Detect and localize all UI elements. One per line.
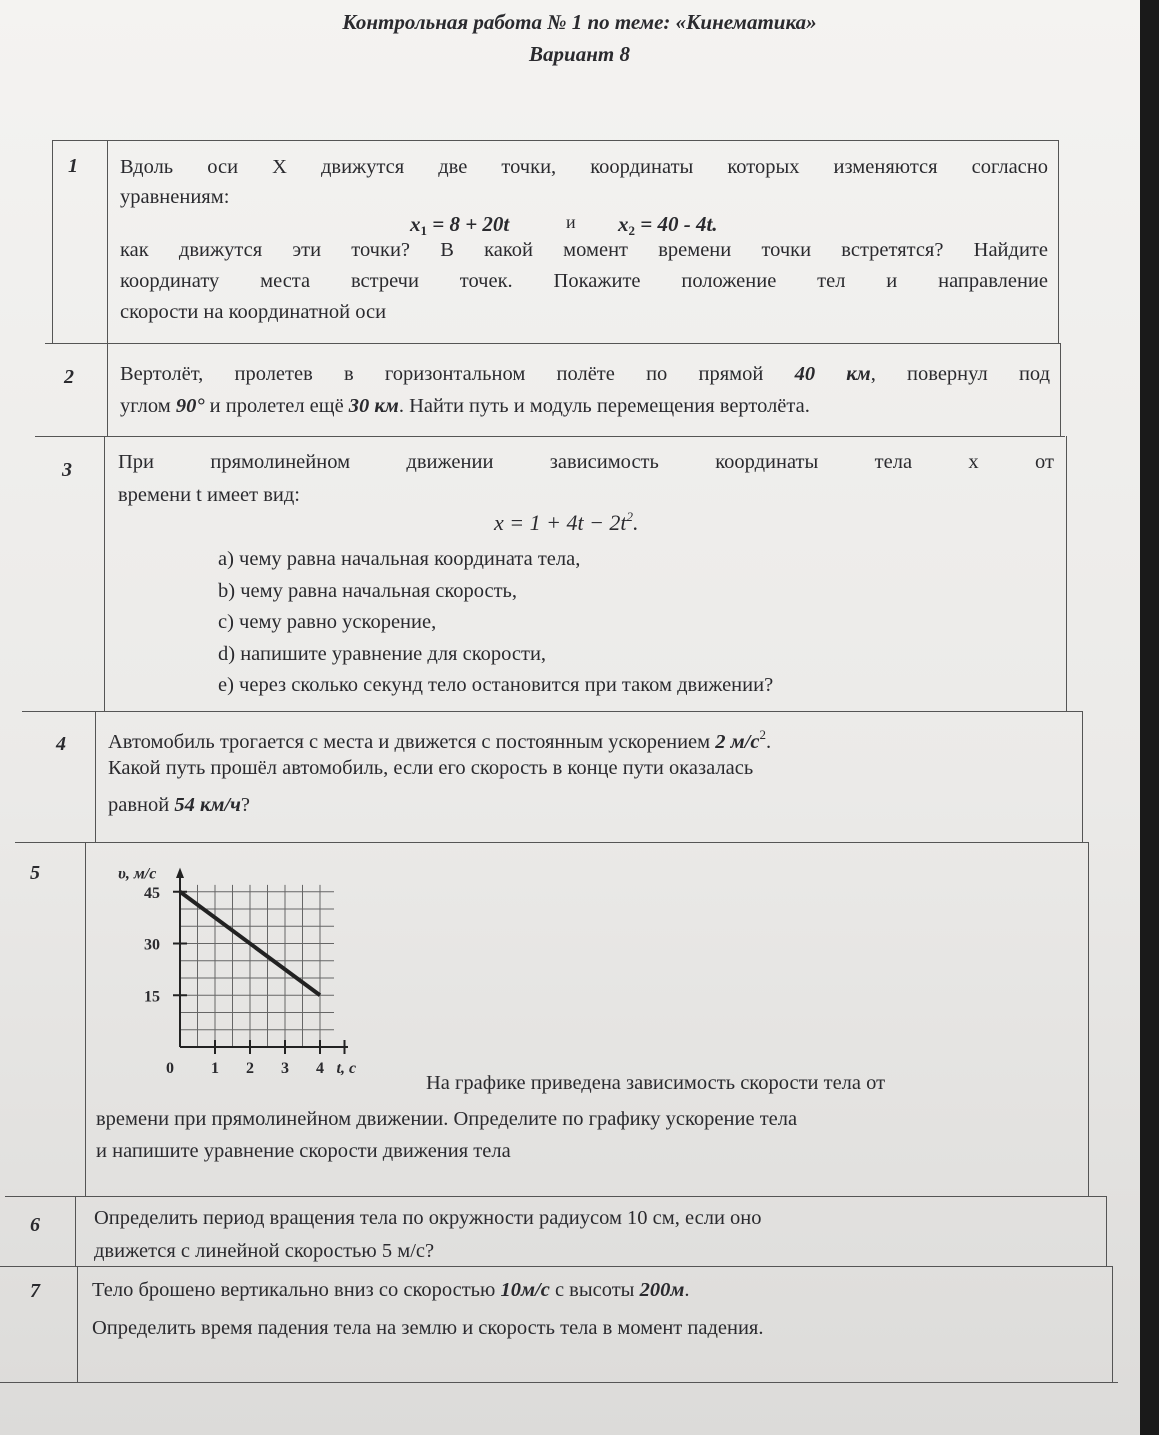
table-border-right [1066, 436, 1067, 711]
table-border-left [52, 140, 53, 343]
task5-text: времени при прямолинейном движении. Определите по графику ускорение тела [96, 1108, 798, 1130]
column-divider [75, 1196, 76, 1266]
task-number: 3 [62, 459, 72, 481]
task-number: 7 [30, 1280, 40, 1302]
y-tick-label: 30 [144, 936, 160, 954]
task4-text: равной 54 км/ч? [108, 794, 250, 816]
row-divider [0, 1266, 1112, 1267]
task3-formula: $x = 1 + 4t - 2t^2$. [494, 509, 639, 535]
task1-text: как движутся эти точки? В какой момент времени точки встретятся? Найдите [120, 239, 1048, 261]
table-border-right [1112, 1266, 1113, 1382]
task-number: 4 [56, 733, 66, 755]
task1-equation-and: и [566, 212, 576, 232]
y-axis-arrow [176, 868, 184, 878]
task1-equation-1: $x_1 = 8 + 20t$ [410, 212, 510, 238]
task1-equation-2: $x_2 = 40 - 4t$. [618, 212, 718, 238]
task1-text: скорости на координатной оси [120, 301, 387, 323]
column-divider [95, 711, 96, 842]
y-tick-label: 15 [144, 988, 160, 1006]
velocity-time-chart [110, 862, 410, 1098]
task3-subquestion: a) чему равна начальная координата тела, [218, 548, 581, 570]
task3-text: При прямолинейном движении зависимость координаты тела x от [118, 451, 1054, 473]
column-divider [85, 842, 86, 1196]
task-number: 1 [68, 155, 78, 177]
task4-text: Какой путь прошёл автомобиль, если его скорость в конце пути оказалась [108, 757, 754, 779]
chart-axes [176, 868, 348, 1047]
task-number: 2 [64, 366, 74, 388]
y-tick-label: 45 [144, 884, 160, 902]
column-divider [104, 436, 105, 711]
task-number: 6 [30, 1214, 40, 1236]
row-divider [45, 343, 1060, 344]
row-divider [15, 842, 1088, 843]
x-tick-label: 0 [166, 1060, 174, 1077]
x-tick-label: 1 [211, 1060, 219, 1077]
task7-text: Определить время падения тела на землю и скорость тела в момент падения. [92, 1317, 764, 1339]
x-axis-label: t, с [336, 1060, 357, 1077]
task3-subquestion: b) чему равна начальная скорость, [218, 579, 518, 602]
task1-text: координату места встречи точек. Покажите положение тел и направление [120, 270, 1048, 292]
x-tick-label: 2 [246, 1060, 254, 1077]
column-divider [77, 1266, 78, 1382]
x-tick-label: 4 [316, 1060, 324, 1077]
row-divider [5, 1196, 1107, 1197]
task3-subquestion: d) напишите уравнение для скорости, [218, 642, 547, 665]
task2-text: углом 90° и пролетел ещё 30 км. Найти путь и модуль перемещения вертолёта. [120, 395, 810, 417]
table-border-right [1058, 140, 1059, 343]
table-border-top [52, 140, 1058, 141]
x-tick-label: 3 [281, 1060, 289, 1077]
table-border-right [1082, 711, 1083, 842]
task5-text: и напишите уравнение скорости движения тела [96, 1140, 511, 1162]
row-divider [35, 436, 1065, 437]
table-border-right [1060, 343, 1061, 436]
task3-subquestion: c) чему равно ускорение, [218, 611, 437, 633]
task3-subquestion: e) через сколько секунд тело остановится при таком движении? [218, 674, 774, 696]
task6-text: Определить период вращения тела по окружности радиусом 10 см, если оно [94, 1207, 762, 1229]
table-border-bottom [0, 1382, 1118, 1383]
exam-title: Контрольная работа № 1 по теме: «Кинематика» [342, 10, 817, 34]
task2-text: Вертолёт, пролетев в горизонтальном полёте по прямой 40 км, повернул под [120, 363, 1051, 385]
column-divider [107, 140, 108, 436]
task3-text: времени t имеет вид: [118, 484, 300, 506]
exam-variant: Вариант 8 [529, 42, 630, 66]
task7-text: Тело брошено вертикально вниз со скоростью 10м/с с высоты 200м. [92, 1279, 690, 1301]
task6-text: движется с линейной скоростью 5 м/с? [94, 1240, 435, 1262]
table-border-right [1106, 1196, 1107, 1266]
task-number: 5 [30, 862, 40, 884]
table-border-right [1088, 842, 1089, 1196]
row-divider [22, 711, 1082, 712]
y-axis-label: υ, м/с [118, 865, 157, 883]
task1-text: уравнениям: [120, 186, 230, 208]
task5-text: На графике приведена зависимость скорости тела от [426, 1072, 886, 1094]
task1-text: Вдоль оси X движутся две точки, координаты которых изменяются согласно [120, 156, 1048, 178]
task4-text: Автомобиль трогается с места и движется с постоянным ускорением 2 $м/с^2$. [108, 727, 772, 753]
